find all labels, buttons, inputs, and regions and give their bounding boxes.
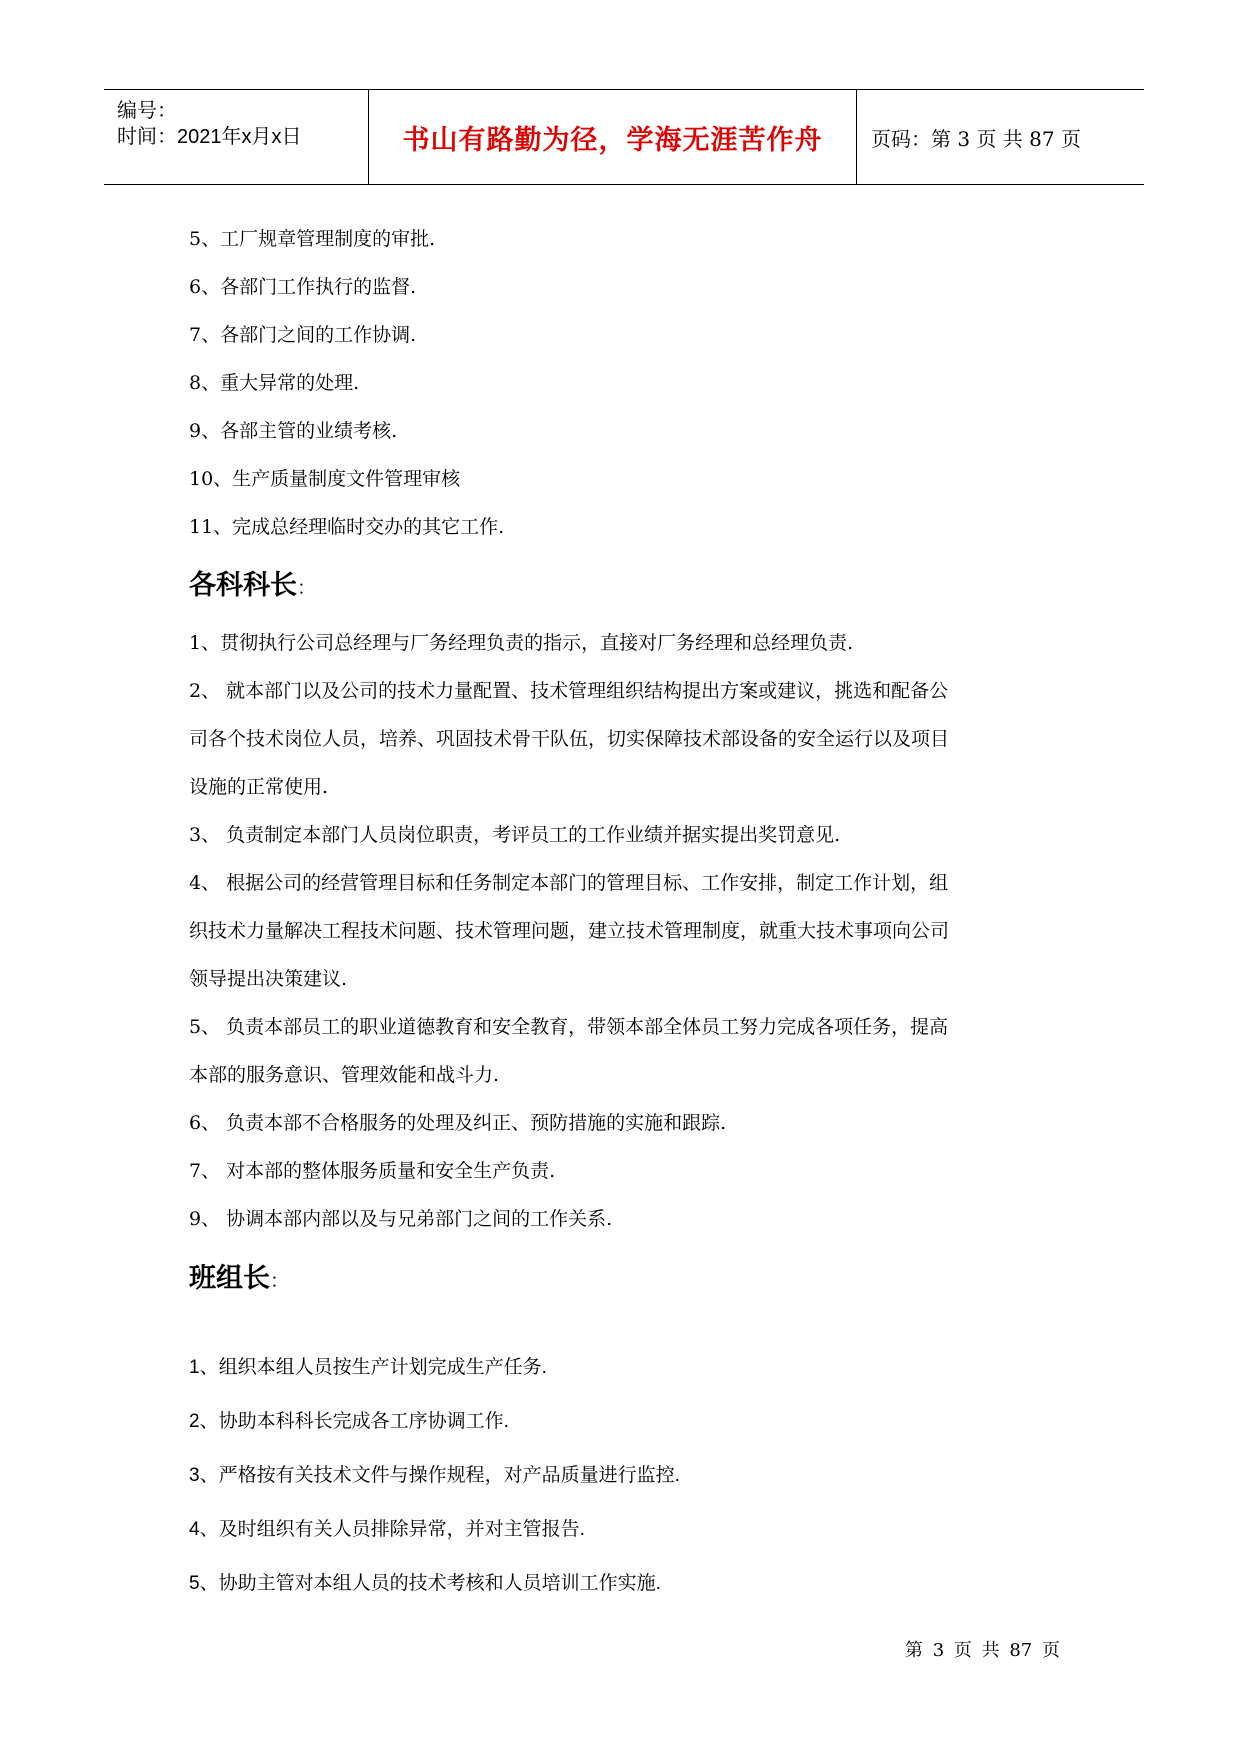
- paragraph-line: 1、贯彻执行公司总经理与厂务经理负责的指示，直接对厂务经理和总经理负责.: [189, 632, 854, 654]
- paragraph-line: 5、 负责本部员工的职业道德教育和安全教育，带领本部全体员工努力完成各项任务，提高: [189, 1016, 949, 1038]
- section-heading-text: 班组长: [189, 1263, 270, 1294]
- paragraph-line: 3、 负责制定本部门人员岗位职责，考评员工的工作业绩并据实提出奖罚意见.: [189, 824, 841, 846]
- list-item: 4、及时组织有关人员排除异常，并对主管报告.: [189, 1519, 585, 1540]
- list-item: 11、完成总经理临时交办的其它工作.: [189, 516, 505, 538]
- header-page-label: 页码：第 3 页 共 87 页: [871, 126, 1081, 151]
- page-footer-number: 第 3 页 共 87 页: [905, 1640, 1060, 1661]
- list-item: 1、组织本组人员按生产计划完成生产任务.: [189, 1357, 547, 1378]
- paragraph-line: 设施的正常使用.: [189, 776, 329, 798]
- paragraph-line: 6、 负责本部不合格服务的处理及纠正、预防措施的实施和跟踪.: [189, 1112, 727, 1134]
- paragraph-line: 领导提出决策建议.: [189, 968, 348, 990]
- list-item: 5、协助主管对本组人员的技术考核和人员培训工作实施.: [189, 1573, 661, 1594]
- paragraph-line: 织技术力量解决工程技术问题、技术管理问题，建立技术管理制度，就重大技术事项向公司: [189, 920, 950, 942]
- serial-number-label: 编号：: [117, 100, 177, 122]
- time-label: 时间：2021年x月x日: [117, 126, 302, 148]
- section-heading-section-chiefs: [189, 563, 316, 602]
- list-item: 6、各部门工作执行的监督.: [189, 276, 417, 298]
- heading-colon: ：: [270, 1270, 290, 1292]
- list-item: 3、严格按有关技术文件与操作规程，对产品质量进行监控.: [189, 1465, 680, 1486]
- header-left-cell: [104, 90, 369, 184]
- section-heading-team-leader: [189, 1256, 289, 1295]
- paragraph-line: 4、 根据公司的经营管理目标和任务制定本部门的管理目标、工作安排，制定工作计划，组: [189, 872, 949, 894]
- heading-colon: ：: [297, 577, 317, 599]
- header-motto-cell: [369, 90, 857, 184]
- list-item: 10、生产质量制度文件管理审核: [189, 468, 461, 490]
- paragraph-line: 2、 就本部门以及公司的技术力量配置、技术管理组织结构提出方案或建议，挑选和配备公: [189, 680, 949, 702]
- list-item: 7、各部门之间的工作协调.: [189, 324, 417, 346]
- page-header: [104, 89, 1144, 185]
- list-item: 5、工厂规章管理制度的审批.: [189, 228, 436, 250]
- header-right-cell: [857, 90, 1144, 184]
- paragraph-line: 司各个技术岗位人员，培养、巩固技术骨干队伍，切实保障技术部设备的安全运行以及项目: [189, 728, 950, 750]
- list-item: 8、重大异常的处理.: [189, 372, 360, 394]
- paragraph-line: 7、 对本部的整体服务质量和安全生产负责.: [189, 1160, 556, 1182]
- list-item: 2、协助本科科长完成各工序协调工作.: [189, 1411, 509, 1432]
- section-heading-text: 各科科长: [189, 570, 297, 601]
- motto-text: 书山有路勤为径，学海无涯苦作舟: [402, 124, 823, 156]
- paragraph-line: 9、 协调本部内部以及与兄弟部门之间的工作关系.: [189, 1208, 613, 1230]
- list-item: 9、各部主管的业绩考核.: [189, 420, 398, 442]
- paragraph-line: 本部的服务意识、管理效能和战斗力.: [189, 1064, 500, 1086]
